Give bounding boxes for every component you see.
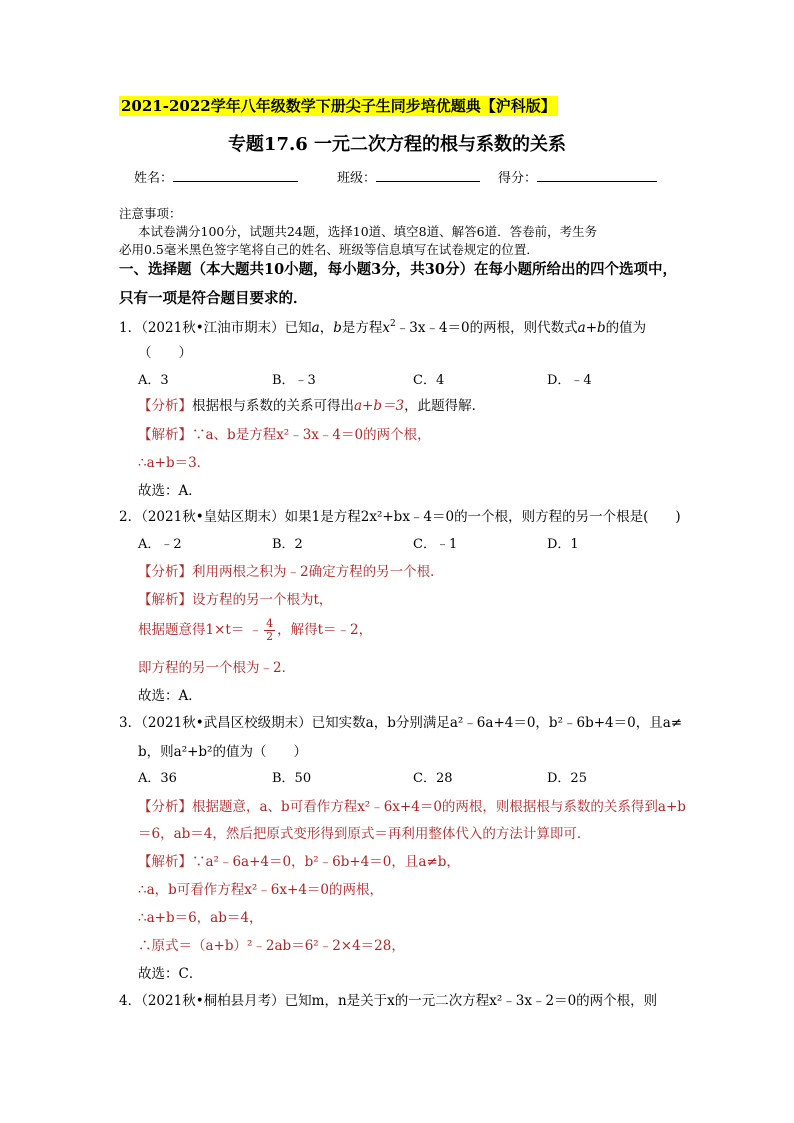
q2-stem: 2．（2021秋•皇姑区期末）如果1是方程2x²+bx﹣4＝0的一个根，则方程的另一个根是( ) xyxy=(119,509,681,525)
q2-solution-3: 即方程的另一个根为﹣2． xyxy=(138,660,296,676)
q3-solution: 【解析】∵a²﹣6a+4＝0，b²﹣6b+4＝0，且a≠b， xyxy=(138,854,460,870)
q3-option-a: A．36 xyxy=(138,771,177,786)
q1-option-b: B．﹣3 xyxy=(272,373,316,388)
name-label: 姓名： xyxy=(134,167,298,186)
q1-analysis: 【分析】根据根与系数的关系可得出a+b＝3，此题得解． xyxy=(138,398,486,414)
q1-option-c: C．4 xyxy=(413,373,445,388)
score-label: 得分： xyxy=(498,167,657,186)
page-title: 专题17.6 一元二次方程的根与系数的关系 xyxy=(227,134,567,155)
notice-line-2: 必用0.5毫米黑色签字笔将自己的姓名、班级等信息填写在试卷规定的位置． xyxy=(119,242,539,257)
q3-option-c: C．28 xyxy=(413,771,453,786)
q1-option-a: A．3 xyxy=(138,373,169,388)
q4-stem: 4．（2021秋•桐柏县月考）已知m，n是关于x的一元二次方程x²﹣3x﹣2＝0的两个根，则 xyxy=(119,993,658,1009)
q3-solution-2: ∴a，b可看作方程x²﹣6x+4＝0的两根， xyxy=(138,882,383,898)
q1-stem: 1．（2021秋•江油市期末）已知a，b是方程$x^2﹣3x﹣4=0$的两根，则代数式a+b的值为 xyxy=(119,319,647,336)
q3-option-d: D．25 xyxy=(547,771,587,786)
q1-solution: 【解析】∵a、b是方程x²﹣3x﹣4＝0的两个根， xyxy=(138,427,431,443)
q2-solution: 【解析】设方程的另一个根为t， xyxy=(138,592,333,608)
q3-solution-4: ∴原式＝（a+b）²﹣2ab＝6²﹣2×4＝28， xyxy=(138,938,405,954)
class-label: 班级： xyxy=(337,167,480,186)
q3-stem-1: 3．（2021秋•武昌区校级期末）已知实数a，b分别满足a²﹣6a+4＝0，b²﹣6b+4＝0，且a≠ xyxy=(119,715,683,731)
q2-analysis: 【分析】利用两根之积为﹣2确定方程的另一个根． xyxy=(138,564,444,580)
q2-option-c: C．﹣1 xyxy=(413,537,458,552)
q3-solution-3: ∴a+b＝6，ab＝4， xyxy=(138,910,263,926)
q3-choice: 故选：C． xyxy=(138,966,203,982)
q1-option-d: D．﹣4 xyxy=(547,373,592,388)
q2-option-a: A．﹣2 xyxy=(138,537,182,552)
banner: 2021-2022学年八年级数学下册尖子生同步培优题典【沪科版】 xyxy=(121,97,556,115)
section-heading-2: 只有一项是符合题目要求的． xyxy=(119,290,308,307)
q3-option-b: B．50 xyxy=(272,771,312,786)
q1-choice: 故选：A． xyxy=(138,483,202,499)
q3-analysis-1: 【分析】根据题意，a、b可看作方程x²﹣6x+4＝0的两根，则根据根与系数的关系得到a+b xyxy=(138,799,686,815)
q2-option-b: B．2 xyxy=(272,537,303,552)
notice-heading: 注意事项： xyxy=(119,206,182,221)
q3-analysis-2: ＝6，ab＝4，然后把原式变形得到原式＝再利用整体代入的方法计算即可． xyxy=(138,826,591,842)
notice-line-1: 本试卷满分100分，试题共24题，选择10道、填空8道、解答6道．答卷前，考生务 xyxy=(138,224,598,239)
q2-solution-2: 根据题意得1×t＝ ﹣ $\frac{4}{2}$ ，解得t＝﹣2， xyxy=(138,617,373,643)
section-heading-1: 一、选择题（本大题共10小题，每小题3分，共30分）在每小题所给出的四个选项中， xyxy=(119,261,677,278)
q2-option-d: D．1 xyxy=(547,537,579,552)
q1-paren: （ ） xyxy=(138,345,192,361)
q1-solution-2: ∴a+b＝3． xyxy=(138,455,211,471)
q2-choice: 故选：A． xyxy=(138,688,202,704)
q2-fraction: $\frac{4}{2}$ xyxy=(266,617,274,643)
q3-stem-2: b，则a²+b²的值为（ ） xyxy=(138,744,307,760)
